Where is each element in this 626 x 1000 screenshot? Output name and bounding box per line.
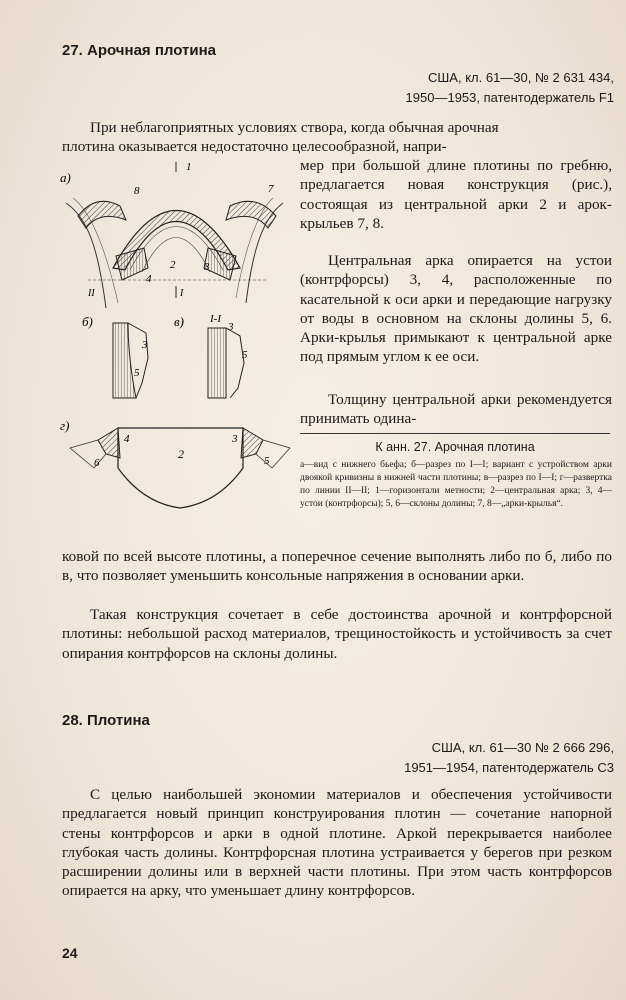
caption-rule	[300, 433, 610, 434]
wing-right-g	[256, 440, 290, 468]
buttress-right-g	[241, 428, 263, 458]
wing-arch-8	[78, 201, 126, 228]
figure-label-a: а)	[60, 170, 71, 185]
label-4g: 4	[124, 433, 130, 445]
label-5g: 5	[264, 455, 270, 467]
label-2g: 2	[178, 447, 184, 461]
label-7: 7	[268, 183, 274, 195]
label-8: 8	[134, 185, 140, 197]
section-v-wall	[208, 328, 226, 398]
central-arch-development	[118, 428, 243, 508]
contour-line	[142, 238, 210, 273]
section-mark: I-I	[210, 313, 221, 325]
caption-text: а—вид с нижнего бьефа; б—разрез по I—I; вариант с устройством арки двоякой кривизны в нижней части плотины; в—разрез по I—I; г—развертка по линии II—II; 1—горизонтали метности; 2—центральная арка; 3, 4—устои (контрфорсы); 5, 6—склоны долины; 7, 8—„арки-крылья“.	[300, 460, 612, 509]
label-6g: 6	[94, 457, 100, 469]
caption-title: К анн. 27. Арочная плотина	[375, 440, 535, 454]
figure-a-view	[60, 161, 283, 308]
label-3: 3	[204, 261, 210, 273]
label-5v: 5	[242, 349, 248, 361]
wing-left-g	[70, 440, 106, 468]
label-3v: 3	[228, 321, 234, 333]
paragraph-27-1-line2: плотина оказывается недостаточно целесообразной, напри-	[62, 138, 447, 155]
label-4: 4	[146, 273, 152, 285]
label-ii: II	[88, 288, 95, 299]
patent-line: США, кл. 61—30, № 2 631 434,	[428, 70, 614, 85]
figure-label-g: г)	[60, 418, 70, 433]
paragraph-27-3-continued: ковой по всей высоте плотины, а поперечное сечение выполнять либо по б, либо по в, что позволяет уменьшить консольные напряжения в основании арки.	[62, 548, 612, 585]
figure-v-section	[174, 313, 248, 398]
patent-line: 1950—1953, патентодержатель F1	[405, 90, 614, 105]
section-b-wall	[113, 323, 136, 398]
label-5b: 5	[134, 367, 140, 379]
label-2: 2	[170, 259, 176, 271]
paragraph-27-1-line1: При неблагоприятных условиях створа, когда обычная арочная	[90, 119, 499, 136]
label-3g: 3	[232, 433, 238, 445]
paragraph-27-3-start: Толщину центральной арки рекомендуется принимать одина-	[300, 391, 612, 428]
paragraph-27-2: Центральная арка опирается на устои (контрфорсы) 3, 4, расположенные по касательной к оси арки и передающие нагрузку от воды в основном на склоны долины 5, 6. Арки-крылья примыкают к центральной арке под прямым углом к ее оси.	[300, 252, 612, 366]
patent-info-27	[406, 68, 614, 108]
section-title-28: 28. Плотина	[62, 712, 150, 729]
patent-line: США, кл. 61—30 № 2 666 296,	[431, 740, 614, 755]
buttress-left-g	[98, 428, 120, 458]
paragraph-27-4: Такая конструкция сочетает в себе достоинства арочной и контрфорсной плотины: небольшой расход материалов, трещиностойкость и устойчивость за счет опирания контрфорсов на склоны долины.	[62, 606, 612, 662]
figure-label-v: в)	[174, 314, 184, 329]
section-title-27: 27. Арочная плотина	[62, 42, 216, 59]
figure-b-section	[82, 314, 148, 398]
patent-line: 1951—1954, патентодержатель С3	[404, 760, 614, 775]
wing-arch-7	[226, 201, 276, 228]
section-v-slope	[226, 328, 244, 398]
paragraph-27-1-rest: мер при большой длине плотины по гребню, предлагается новая конструкция (рис.), состоящая из центральной арки 2 и арок-крыльев 7, 8.	[300, 157, 612, 232]
label-3b: 3	[142, 339, 148, 351]
page-number: 24	[62, 945, 78, 961]
label-i: I	[180, 288, 184, 299]
dam-figure	[58, 158, 298, 544]
figure-g-development	[60, 418, 290, 508]
buttress-4	[116, 248, 148, 280]
patent-info-28	[404, 738, 614, 778]
figure-label-b: б)	[82, 314, 93, 329]
paragraph-28-1: С целью наибольшей экономии материалов и обеспечения устойчивости предлагается новый принцип конструирования плотин — сочетание напорной стены контрфорсов и арки в одной плотине. Аркой перекрывается наиболее глубокая часть долины. Контрфорсная плотина устраивается у берегов при резком расширении долины или в верхней части плотины. При этом часть контрфорсов опирается на арку, что уменьшает длину контрфорсов.	[62, 786, 612, 900]
label-1: 1	[186, 161, 192, 173]
